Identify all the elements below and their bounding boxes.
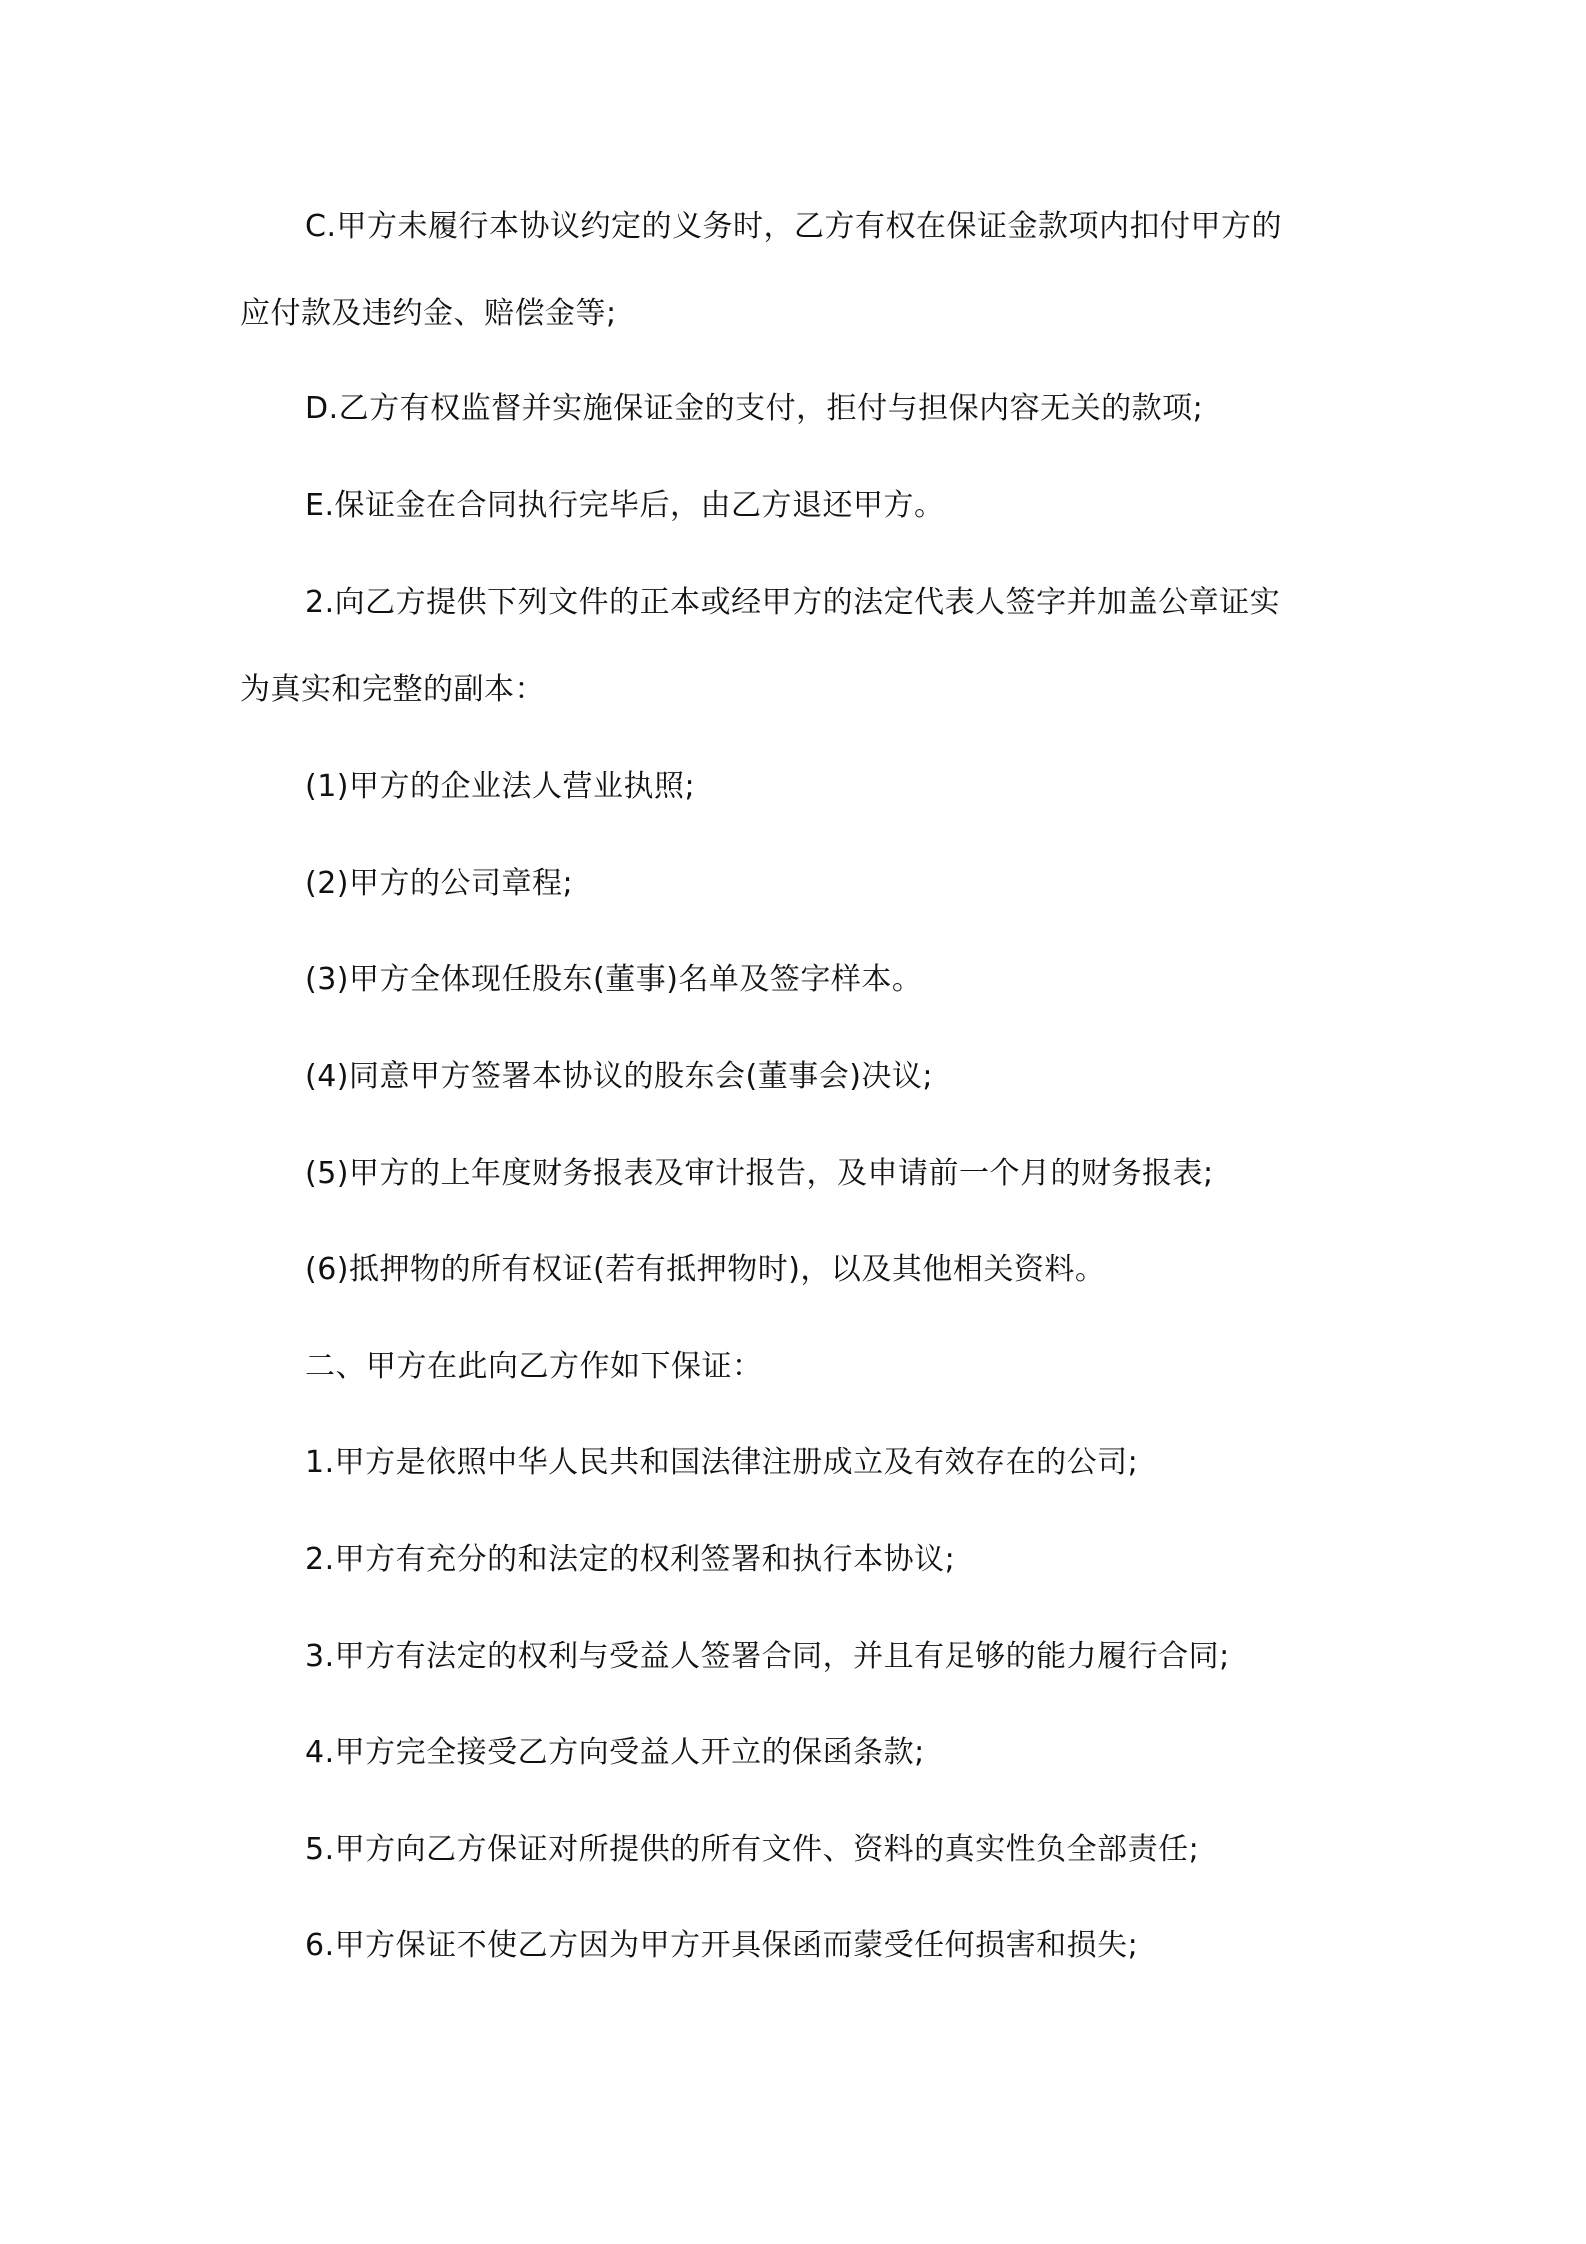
guarantee-item-2: 2.甲方有充分的和法定的权利签署和执行本协议; [305, 1542, 956, 1577]
list-item-4: (4)同意甲方签署本协议的股东会(董事会)决议; [305, 1059, 934, 1094]
list-item-6: (6)抵押物的所有权证(若有抵押物时)，以及其他相关资料。 [305, 1252, 1106, 1287]
list-item-5: (5)甲方的上年度财务报表及审计报告，及申请前一个月的财务报表; [305, 1156, 1214, 1191]
guarantee-item-1: 1.甲方是依照中华人民共和国法律注册成立及有效存在的公司; [305, 1445, 1139, 1480]
paragraph-2-line-1: 2.向乙方提供下列文件的正本或经甲方的法定代表人签字并加盖公章证实 [305, 585, 1281, 620]
paragraph-c-line-1: C.甲方未履行本协议约定的义务时，乙方有权在保证金款项内扣付甲方的 [305, 209, 1282, 244]
guarantee-item-6: 6.甲方保证不使乙方因为甲方开具保函而蒙受任何损害和损失; [305, 1928, 1139, 1963]
paragraph-e: E.保证金在合同执行完毕后，由乙方退还甲方。 [305, 488, 945, 523]
guarantee-item-3: 3.甲方有法定的权利与受益人签署合同，并且有足够的能力履行合同; [305, 1639, 1230, 1674]
paragraph-c-line-2: 应付款及违约金、赔偿金等; [240, 296, 617, 331]
paragraph-2-line-2: 为真实和完整的副本： [240, 672, 545, 707]
list-item-3: (3)甲方全体现任股东(董事)名单及签字样本。 [305, 962, 923, 997]
paragraph-d: D.乙方有权监督并实施保证金的支付，拒付与担保内容无关的款项; [305, 391, 1204, 426]
list-item-2: (2)甲方的公司章程; [305, 866, 574, 901]
section-heading-2: 二、甲方在此向乙方作如下保证： [305, 1349, 763, 1384]
guarantee-item-5: 5.甲方向乙方保证对所提供的所有文件、资料的真实性负全部责任; [305, 1832, 1200, 1867]
guarantee-item-4: 4.甲方完全接受乙方向受益人开立的保函条款; [305, 1735, 925, 1770]
list-item-1: (1)甲方的企业法人营业执照; [305, 769, 696, 804]
